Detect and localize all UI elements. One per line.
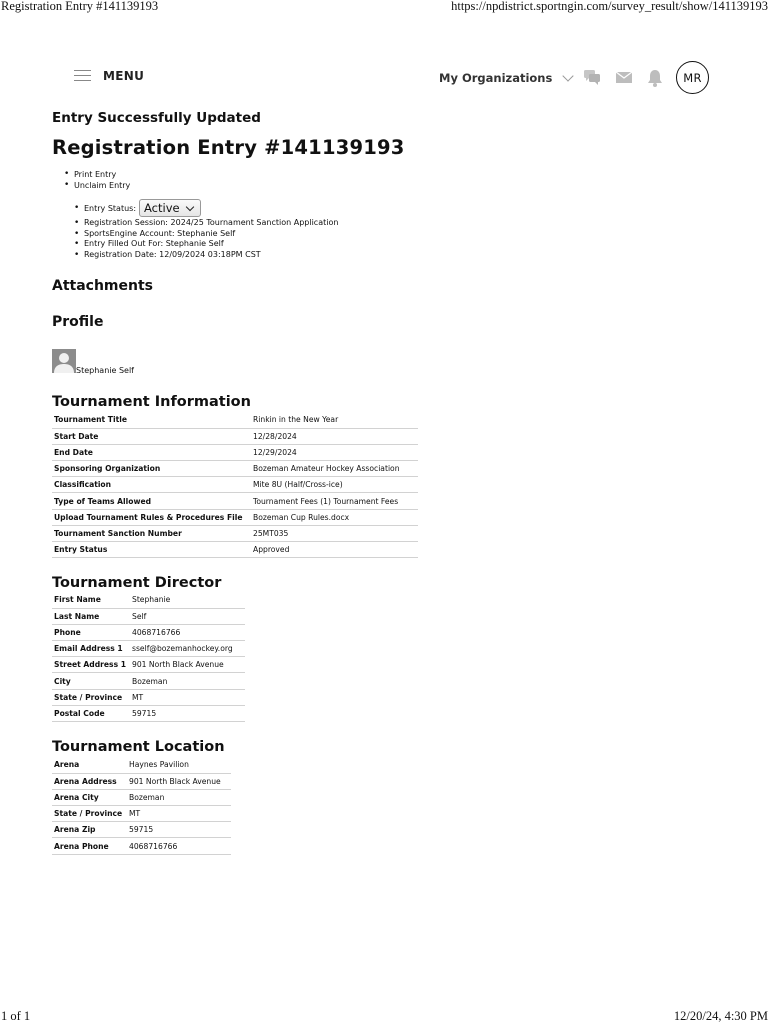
- entry-status-label: • Entry Status:: [84, 203, 137, 213]
- profile-name: Stephanie Self: [76, 366, 134, 375]
- tournament-information-table: [52, 412, 418, 558]
- table-row: [52, 592, 245, 608]
- print-footer-page: 1 of 1: [1, 1009, 31, 1023]
- attachments-heading: Attachments: [52, 278, 154, 294]
- entry-info-list: [84, 218, 338, 260]
- table-row: [52, 789, 231, 805]
- table-row: [52, 641, 245, 657]
- table-row: [52, 477, 418, 493]
- entry-status-row: [84, 199, 201, 217]
- field-value: Bozeman: [130, 673, 245, 689]
- registration-session: • Registration Session: 2024/25 Tournament Sanction Application: [84, 218, 338, 229]
- my-organizations-label: My Organizations: [439, 71, 553, 85]
- field-value: Haynes Pavilion: [127, 757, 231, 773]
- entry-actions-list: [74, 169, 130, 191]
- table-row: [52, 822, 231, 838]
- print-header: [0, 0, 770, 14]
- chevron-down-icon: [186, 203, 194, 211]
- field-label: Upload Tournament Rules & Procedures File: [52, 509, 251, 525]
- tournament-information-heading: Tournament Information: [52, 394, 251, 410]
- field-label: Start Date: [52, 428, 251, 444]
- print-footer-datetime: 12/20/24, 4:30 PM: [673, 1009, 768, 1023]
- table-row: [52, 493, 418, 509]
- hamburger-icon: [74, 70, 91, 82]
- table-row: [52, 509, 418, 525]
- field-value: Approved: [251, 542, 418, 558]
- print-entry-link[interactable]: Print Entry: [74, 170, 117, 179]
- page-title: Registration Entry #141139193: [52, 136, 405, 159]
- sportsengine-account: • SportsEngine Account: Stephanie Self: [84, 229, 338, 240]
- field-label: Phone: [52, 624, 130, 640]
- table-row: [52, 461, 418, 477]
- field-label: Arena: [52, 757, 127, 773]
- field-label: Entry Status: [52, 542, 251, 558]
- field-label: Email Address 1: [52, 641, 130, 657]
- menu-label: MENU: [103, 69, 145, 83]
- table-row: [52, 412, 418, 428]
- entry-status-select[interactable]: [139, 199, 201, 217]
- field-label: Arena Phone: [52, 838, 127, 854]
- print-header-url: https://npdistrict.sportngin.com/survey_result/show/141139193: [451, 0, 768, 13]
- table-row: [52, 542, 418, 558]
- my-organizations-dropdown[interactable]: [439, 71, 572, 85]
- table-row: [52, 608, 245, 624]
- field-label: Last Name: [52, 608, 130, 624]
- menu-button[interactable]: [74, 69, 144, 83]
- field-label: Street Address 1: [52, 657, 130, 673]
- table-row: [52, 773, 231, 789]
- chevron-down-icon: [563, 70, 574, 81]
- entry-filled-out-for: • Entry Filled Out For: Stephanie Self: [84, 239, 338, 250]
- field-label: Arena Zip: [52, 822, 127, 838]
- table-row: [52, 705, 245, 721]
- top-navigation: [0, 60, 770, 96]
- field-value: 901 North Black Avenue: [127, 773, 231, 789]
- field-value: Bozeman: [127, 789, 231, 805]
- field-value: Self: [130, 608, 245, 624]
- bell-icon[interactable]: [647, 69, 663, 91]
- success-message: Entry Successfully Updated: [52, 110, 261, 126]
- field-value: 59715: [127, 822, 231, 838]
- table-row: [52, 673, 245, 689]
- field-value: 4068716766: [127, 838, 231, 854]
- field-value: Tournament Fees (1) Tournament Fees: [251, 493, 418, 509]
- field-label: Arena City: [52, 789, 127, 805]
- table-row: [52, 806, 231, 822]
- field-value: Stephanie: [130, 592, 245, 608]
- field-value: 59715: [130, 705, 245, 721]
- table-row: [52, 444, 418, 460]
- unclaim-entry-link[interactable]: Unclaim Entry: [74, 181, 131, 190]
- field-label: State / Province: [52, 689, 130, 705]
- mail-icon[interactable]: [616, 69, 632, 88]
- table-row: [52, 525, 418, 541]
- field-value: 12/29/2024: [251, 444, 418, 460]
- profile-avatar-icon: [52, 349, 76, 373]
- field-value: 901 North Black Avenue: [130, 657, 245, 673]
- registration-date: • Registration Date: 12/09/2024 03:18PM CST: [84, 250, 338, 261]
- tournament-director-table: [52, 592, 245, 722]
- tournament-director-heading: Tournament Director: [52, 575, 222, 591]
- field-value: Rinkin in the New Year: [251, 412, 418, 428]
- table-row: [52, 657, 245, 673]
- field-label: Tournament Sanction Number: [52, 525, 251, 541]
- table-row: [52, 838, 231, 854]
- field-label: Type of Teams Allowed: [52, 493, 251, 509]
- field-label: State / Province: [52, 806, 127, 822]
- field-label: First Name: [52, 592, 130, 608]
- table-row: [52, 757, 231, 773]
- table-row: [52, 428, 418, 444]
- chat-icon[interactable]: [584, 69, 601, 89]
- field-label: Tournament Title: [52, 412, 251, 428]
- list-item: [74, 180, 130, 191]
- list-item: [74, 169, 130, 180]
- field-value: Bozeman Amateur Hockey Association: [251, 461, 418, 477]
- field-value: 12/28/2024: [251, 428, 418, 444]
- field-label: Postal Code: [52, 705, 130, 721]
- field-value: sself@bozemanhockey.org: [130, 641, 245, 657]
- field-label: Classification: [52, 477, 251, 493]
- field-label: Arena Address: [52, 773, 127, 789]
- field-value: MT: [127, 806, 231, 822]
- print-header-title: Registration Entry #141139193: [1, 0, 159, 13]
- tournament-location-table: [52, 757, 231, 855]
- field-value: 4068716766: [130, 624, 245, 640]
- table-row: [52, 689, 245, 705]
- field-label: End Date: [52, 444, 251, 460]
- profile-heading: Profile: [52, 314, 104, 330]
- user-avatar-button[interactable]: MR: [676, 61, 709, 94]
- field-label: City: [52, 673, 130, 689]
- field-value: 25MT035: [251, 525, 418, 541]
- field-value: Mite 8U (Half/Cross-ice): [251, 477, 418, 493]
- field-label: Sponsoring Organization: [52, 461, 251, 477]
- field-value: Bozeman Cup Rules.docx: [251, 509, 418, 525]
- table-row: [52, 624, 245, 640]
- tournament-location-heading: Tournament Location: [52, 739, 225, 755]
- entry-status-value: Active: [144, 201, 180, 215]
- field-value: MT: [130, 689, 245, 705]
